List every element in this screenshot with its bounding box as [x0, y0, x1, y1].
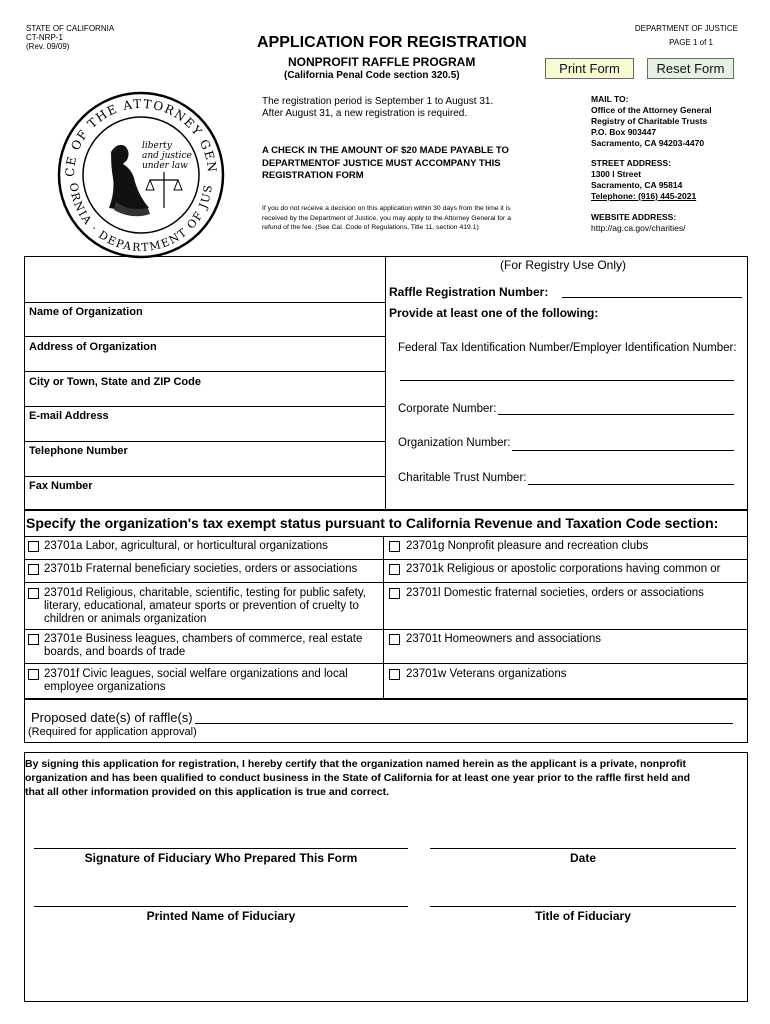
checkbox-23701t[interactable] [389, 634, 400, 645]
check-notice: A CHECK IN THE AMOUNT OF $20 MADE PAYABLE TO DEPARTMENTOF JUSTICE MUST ACCOMPANY THIS REGISTRATION FORM [262, 145, 509, 181]
organization-number-input[interactable] [512, 450, 734, 451]
organization-name-field[interactable]: Name of Organization [29, 306, 143, 318]
title-line[interactable] [430, 906, 736, 907]
organization-number-label: Organization Number: [398, 437, 511, 449]
seal-motto-3: under law [142, 161, 188, 171]
fax-field[interactable]: Fax Number [29, 480, 93, 492]
checkbox-23701l[interactable] [389, 588, 400, 599]
charitable-trust-number-label: Charitable Trust Number: [398, 472, 527, 484]
department-label: DEPARTMENT OF JUSTICE [634, 24, 738, 33]
city-state-zip-field[interactable]: City or Town, State and ZIP Code [29, 376, 201, 388]
checkbox-23701f[interactable] [28, 669, 39, 680]
signature-line[interactable] [34, 848, 408, 849]
checkbox-23701b[interactable] [28, 564, 39, 575]
print-form-button[interactable]: Print Form [545, 58, 634, 79]
form-id: CT-NRP-1 [26, 33, 63, 42]
seal-motto-2: and justice [142, 151, 192, 161]
provide-one-label: Provide at least one of the following: [389, 306, 599, 320]
label-23701l: 23701l Domestic fraternal societies, orders or associations [406, 587, 704, 599]
label-23701b: 23701b Fraternal beneficiary societies, orders or associations [44, 563, 358, 575]
corporate-number-input[interactable] [498, 414, 734, 415]
reset-form-button[interactable]: Reset Form [647, 58, 734, 79]
label-23701w: 23701w Veterans organizations [406, 668, 567, 680]
refund-notice: If you do not receive a decision on this application within 30 days from the time it is received by the Department of Justice, you may apply to the Attorney General for a refund of the fee. (See Cal. Code of Regulations, Title 11, section 419.1) [262, 205, 511, 231]
label-23701g: 23701g Nonprofit pleasure and recreation clubs [406, 540, 649, 552]
website-block: WEBSITE ADDRESS: http://ag.ca.gov/charities/ [591, 212, 686, 233]
revision: (Rev. 09/09) [26, 42, 70, 51]
checkbox-23701e[interactable] [28, 634, 39, 645]
raffle-dates-note: (Required for application approval) [28, 726, 197, 738]
checkbox-23701w[interactable] [389, 669, 400, 680]
code-reference: (California Penal Code section 320.5) [284, 70, 460, 81]
raffle-registration-number-label: Raffle Registration Number: [389, 285, 549, 299]
signature-label: Signature of Fiduciary Who Prepared This Form [84, 851, 358, 865]
charitable-trust-number-input[interactable] [528, 484, 734, 485]
organization-address-field[interactable]: Address of Organization [29, 341, 157, 353]
mail-to-block: MAIL TO: Office of the Attorney General Registry of Charitable Trusts P.O. Box 903447 Sacramento, CA 94203-4470 [591, 94, 712, 148]
registry-use-label: (For Registry Use Only) [500, 258, 627, 272]
exempt-status-heading: Specify the organization's tax exempt status pursuant to California Revenue and Taxation Code section: [26, 515, 719, 531]
checkbox-23701a[interactable] [28, 541, 39, 552]
raffle-registration-number-line [562, 297, 742, 298]
telephone-field[interactable]: Telephone Number [29, 445, 128, 457]
raffle-dates-label: Proposed date(s) of raffle(s) [31, 710, 193, 725]
label-23701a: 23701a Labor, agricultural, or horticultural organizations [44, 540, 328, 552]
corporate-number-label: Corporate Number: [398, 403, 497, 415]
date-label: Date [569, 851, 596, 865]
seal-motto-1: liberty [142, 141, 172, 151]
printed-name-label: Printed Name of Fiduciary [146, 909, 296, 923]
label-23701k: 23701k Religious or apostolic corporations having common or [406, 563, 721, 575]
title-label: Title of Fiduciary [535, 909, 631, 923]
raffle-dates-input[interactable] [195, 723, 733, 724]
label-23701t: 23701t Homeowners and associations [406, 633, 601, 645]
checkbox-23701g[interactable] [389, 541, 400, 552]
fein-input[interactable] [400, 380, 734, 381]
printed-name-line[interactable] [34, 906, 408, 907]
checkbox-23701d[interactable] [28, 588, 39, 599]
fein-label: Federal Tax Identification Number/Employer Identification Number: [398, 342, 737, 354]
page-subtitle: NONPROFIT RAFFLE PROGRAM [288, 55, 476, 69]
attorney-general-seal [56, 90, 226, 260]
page-title: APPLICATION FOR REGISTRATION [257, 34, 527, 51]
street-address-block: STREET ADDRESS: 1300 I Street Sacramento, CA 95814 Telephone: (916) 445-2021 [591, 158, 697, 201]
label-23701f: 23701f Civic leagues, social welfare organizations and local employee organizations [44, 668, 348, 693]
state-label: STATE OF CALIFORNIA [26, 24, 115, 33]
certification-text: By signing this application for registration, I hereby certify that the organization named herein as the applicant is a private, nonprofit organization and has been qualified to conduct business in the State of California for at least one year prior to the raffle first held and that all other information provided on this application is true and correct. [25, 758, 691, 798]
seal-ring-top-text: CE OF THE ATTORNEY GEN [62, 96, 220, 178]
page-number: PAGE 1 of 1 [669, 38, 713, 47]
date-line[interactable] [430, 848, 736, 849]
registration-period: The registration period is September 1 to August 31. After August 31, a new registration is required. [262, 96, 494, 119]
label-23701d: 23701d Religious, charitable, scientific, testing for public safety, literary, educational, amateur sports or prevention of cruelty to children or animals organization [44, 587, 366, 625]
checkbox-23701k[interactable] [389, 564, 400, 575]
seal-ring-bottom-text: ORNIA · DEPARTMENT OF JUS [66, 182, 215, 255]
email-field[interactable]: E-mail Address [29, 410, 109, 422]
label-23701e: 23701e Business leagues, chambers of commerce, real estate boards, and boards of trade [44, 633, 363, 658]
